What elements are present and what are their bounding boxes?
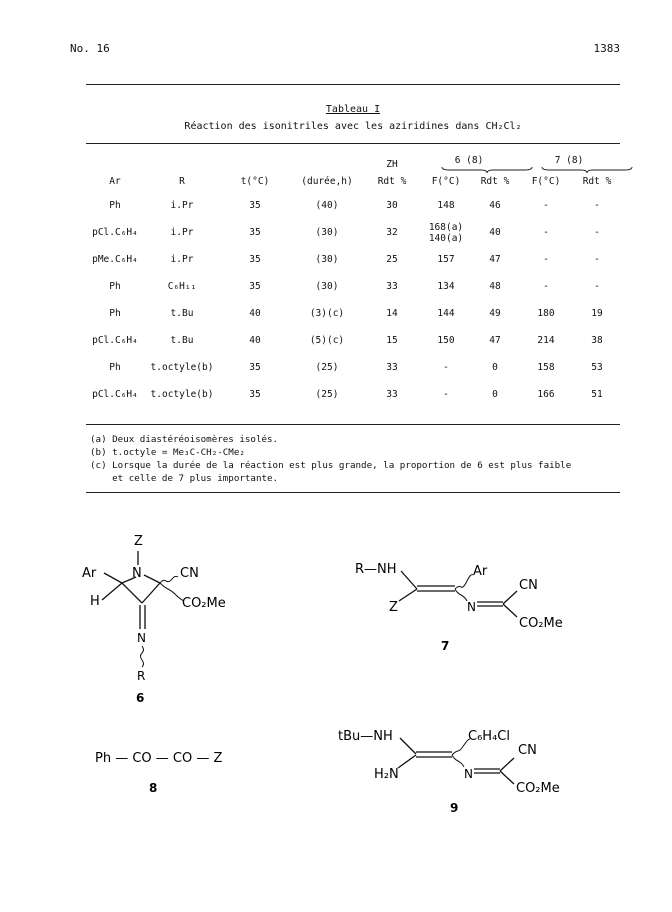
atom-label: CO₂Me bbox=[519, 616, 563, 631]
col-header: Rdt % bbox=[582, 175, 612, 187]
brace-icon bbox=[541, 166, 633, 174]
atom-label: CO₂Me bbox=[182, 596, 226, 611]
table-cell: - bbox=[594, 254, 600, 265]
table-cell: - bbox=[543, 227, 549, 238]
table-cell: 46 bbox=[489, 200, 501, 211]
table-row bbox=[86, 219, 620, 246]
table-cell: 33 bbox=[386, 362, 398, 373]
table-cell: 166 bbox=[537, 389, 555, 400]
zh-header: ZH bbox=[386, 159, 398, 170]
col-header: (durée,h) bbox=[301, 175, 353, 187]
table-cell: Ph bbox=[109, 281, 121, 292]
table-cell: pMe.C₆H₄ bbox=[92, 254, 138, 265]
atom-label: CO₂Me bbox=[516, 781, 560, 796]
page-header-left: No. 16 bbox=[70, 42, 110, 55]
table-cell: 40 bbox=[489, 227, 501, 238]
table-cell: 148 bbox=[437, 200, 455, 211]
table-cell: 53 bbox=[591, 362, 603, 373]
table-cell: 35 bbox=[249, 200, 261, 211]
table-cell: 32 bbox=[386, 227, 398, 238]
table-cell: 33 bbox=[386, 389, 398, 400]
table-header-rule bbox=[86, 143, 620, 144]
table-cell: (5)(c) bbox=[309, 335, 345, 346]
atom-label: C₆H₄Cl bbox=[468, 729, 510, 744]
atom-label: tBu—NH bbox=[338, 729, 393, 744]
table-cell: 48 bbox=[489, 281, 501, 292]
table-cell: 35 bbox=[249, 227, 261, 238]
col-header: F(°C) bbox=[431, 175, 461, 187]
results-table bbox=[86, 152, 620, 408]
atom-label: N bbox=[467, 600, 476, 614]
footnote-b: (b) t.octyle = Me₃C-CH₂-CMe₂ bbox=[90, 447, 245, 458]
compound-number: 8 bbox=[149, 781, 158, 795]
table-top-rule bbox=[86, 84, 620, 85]
table-row bbox=[86, 300, 620, 327]
table-cell: (40) bbox=[315, 200, 339, 211]
table-cell: (30) bbox=[315, 281, 339, 292]
table-cell: 14 bbox=[386, 308, 398, 319]
table-cell: 30 bbox=[386, 200, 398, 211]
footnotes bbox=[90, 433, 620, 485]
table-cell: 47 bbox=[489, 335, 501, 346]
table-row bbox=[86, 354, 620, 381]
table-title: Tableau I bbox=[325, 104, 381, 115]
structure-6 bbox=[70, 525, 270, 715]
table-cell: - bbox=[443, 362, 449, 373]
table-cell: 168(a) 140(a) bbox=[428, 221, 464, 244]
table-cell: - bbox=[594, 227, 600, 238]
table-cell: 38 bbox=[591, 335, 603, 346]
atom-label: Z bbox=[134, 534, 143, 549]
table-cell: - bbox=[543, 254, 549, 265]
atom-label: N bbox=[132, 566, 142, 581]
table-cell: Ph bbox=[109, 308, 121, 319]
table-cell: 40 bbox=[249, 308, 261, 319]
compound-number: 9 bbox=[450, 801, 459, 815]
table-cell: 49 bbox=[489, 308, 501, 319]
footnote-c-cont: et celle de 7 plus importante. bbox=[90, 473, 279, 484]
col-header: t(°C) bbox=[240, 175, 270, 187]
compound-number: 6 bbox=[136, 691, 145, 705]
table-cell: t.octyle(b) bbox=[150, 389, 214, 400]
table-cell: - bbox=[594, 200, 600, 211]
structure-8 bbox=[95, 744, 255, 800]
table-cell: (25) bbox=[315, 362, 339, 373]
brace-icon bbox=[441, 166, 533, 174]
table-row bbox=[86, 273, 620, 300]
table-cell: Ph bbox=[109, 362, 121, 373]
table-row bbox=[86, 192, 620, 219]
table-row bbox=[86, 327, 620, 354]
table-cell: 144 bbox=[437, 308, 455, 319]
table-cell: 35 bbox=[249, 281, 261, 292]
table-cell: 158 bbox=[537, 362, 555, 373]
group-header-7: 7 (8) bbox=[518, 152, 620, 170]
atom-label: N bbox=[464, 767, 473, 781]
table-cell: pCl.C₆H₄ bbox=[92, 335, 138, 346]
atom-label: N bbox=[137, 631, 146, 645]
footnote-a: (a) Deux diastéréoisomères isolés. bbox=[90, 434, 279, 445]
table-cell: Ph bbox=[109, 200, 121, 211]
table-cell: 51 bbox=[591, 389, 603, 400]
formula-text: Ph — CO — CO — Z bbox=[95, 751, 223, 766]
table-cell: - bbox=[543, 281, 549, 292]
page-number: 1383 bbox=[593, 42, 620, 55]
table-subtitle: Réaction des isonitriles avec les aziridines dans CH₂Cl₂ bbox=[184, 121, 522, 132]
table-cell: pCl.C₆H₄ bbox=[92, 227, 138, 238]
table-cell: 35 bbox=[249, 254, 261, 265]
table-cell: (30) bbox=[315, 254, 339, 265]
footnote-rule bbox=[86, 492, 620, 493]
table-cell: t.Bu bbox=[170, 335, 194, 346]
atom-label: R bbox=[137, 669, 146, 683]
table-cell: - bbox=[594, 281, 600, 292]
table-cell: 35 bbox=[249, 389, 261, 400]
atom-label: H₂N bbox=[374, 767, 399, 782]
table-cell: 214 bbox=[537, 335, 555, 346]
structure-7 bbox=[355, 555, 585, 655]
atom-label: R—NH bbox=[355, 562, 397, 577]
table-cell: 33 bbox=[386, 281, 398, 292]
table-cell: 35 bbox=[249, 362, 261, 373]
table-cell: 19 bbox=[591, 308, 603, 319]
table-cell: 157 bbox=[437, 254, 455, 265]
footnote-c: (c) Lorsque la durée de la réaction est plus grande, la proportion de 6 est plus faible bbox=[90, 460, 572, 471]
col-header: Ar bbox=[109, 175, 121, 187]
table-cell: - bbox=[443, 389, 449, 400]
table-cell: C₆H₁₁ bbox=[167, 281, 197, 292]
table-row bbox=[86, 246, 620, 273]
table-bottom-rule bbox=[86, 424, 620, 425]
table-cell: pCl.C₆H₄ bbox=[92, 389, 138, 400]
col-header: Rdt % bbox=[480, 175, 510, 187]
table-cell: 0 bbox=[492, 362, 498, 373]
table-cell: 25 bbox=[386, 254, 398, 265]
table-cell: 47 bbox=[489, 254, 501, 265]
table-cell: 134 bbox=[437, 281, 455, 292]
table-cell: 0 bbox=[492, 389, 498, 400]
col-header: F(°C) bbox=[531, 175, 561, 187]
table-cell: 15 bbox=[386, 335, 398, 346]
atom-label: CN bbox=[180, 566, 199, 581]
table-cell: t.octyle(b) bbox=[150, 362, 214, 373]
table-cell: - bbox=[543, 200, 549, 211]
atom-label: Ar bbox=[82, 566, 97, 581]
atom-label: CN bbox=[518, 743, 537, 758]
col-header: Rdt % bbox=[377, 175, 407, 187]
table-cell: 40 bbox=[249, 335, 261, 346]
table-cell: (30) bbox=[315, 227, 339, 238]
table-cell: i.Pr bbox=[170, 227, 194, 238]
table-cell: t.Bu bbox=[170, 308, 194, 319]
table-cell: (25) bbox=[315, 389, 339, 400]
atom-label: H bbox=[90, 594, 100, 609]
group-header-6: 6 (8) bbox=[420, 152, 518, 170]
compound-number: 7 bbox=[441, 639, 450, 653]
table-cell: 180 bbox=[537, 308, 555, 319]
structure-9 bbox=[338, 722, 588, 822]
table-cell: i.Pr bbox=[170, 254, 194, 265]
table-row bbox=[86, 381, 620, 408]
table-cell: 150 bbox=[437, 335, 455, 346]
atom-label: CN bbox=[519, 578, 538, 593]
col-header: R bbox=[179, 175, 185, 187]
atom-label: Ar bbox=[473, 564, 488, 579]
atom-label: Z bbox=[389, 600, 398, 615]
table-cell: (3)(c) bbox=[309, 308, 345, 319]
table-cell: i.Pr bbox=[170, 200, 194, 211]
